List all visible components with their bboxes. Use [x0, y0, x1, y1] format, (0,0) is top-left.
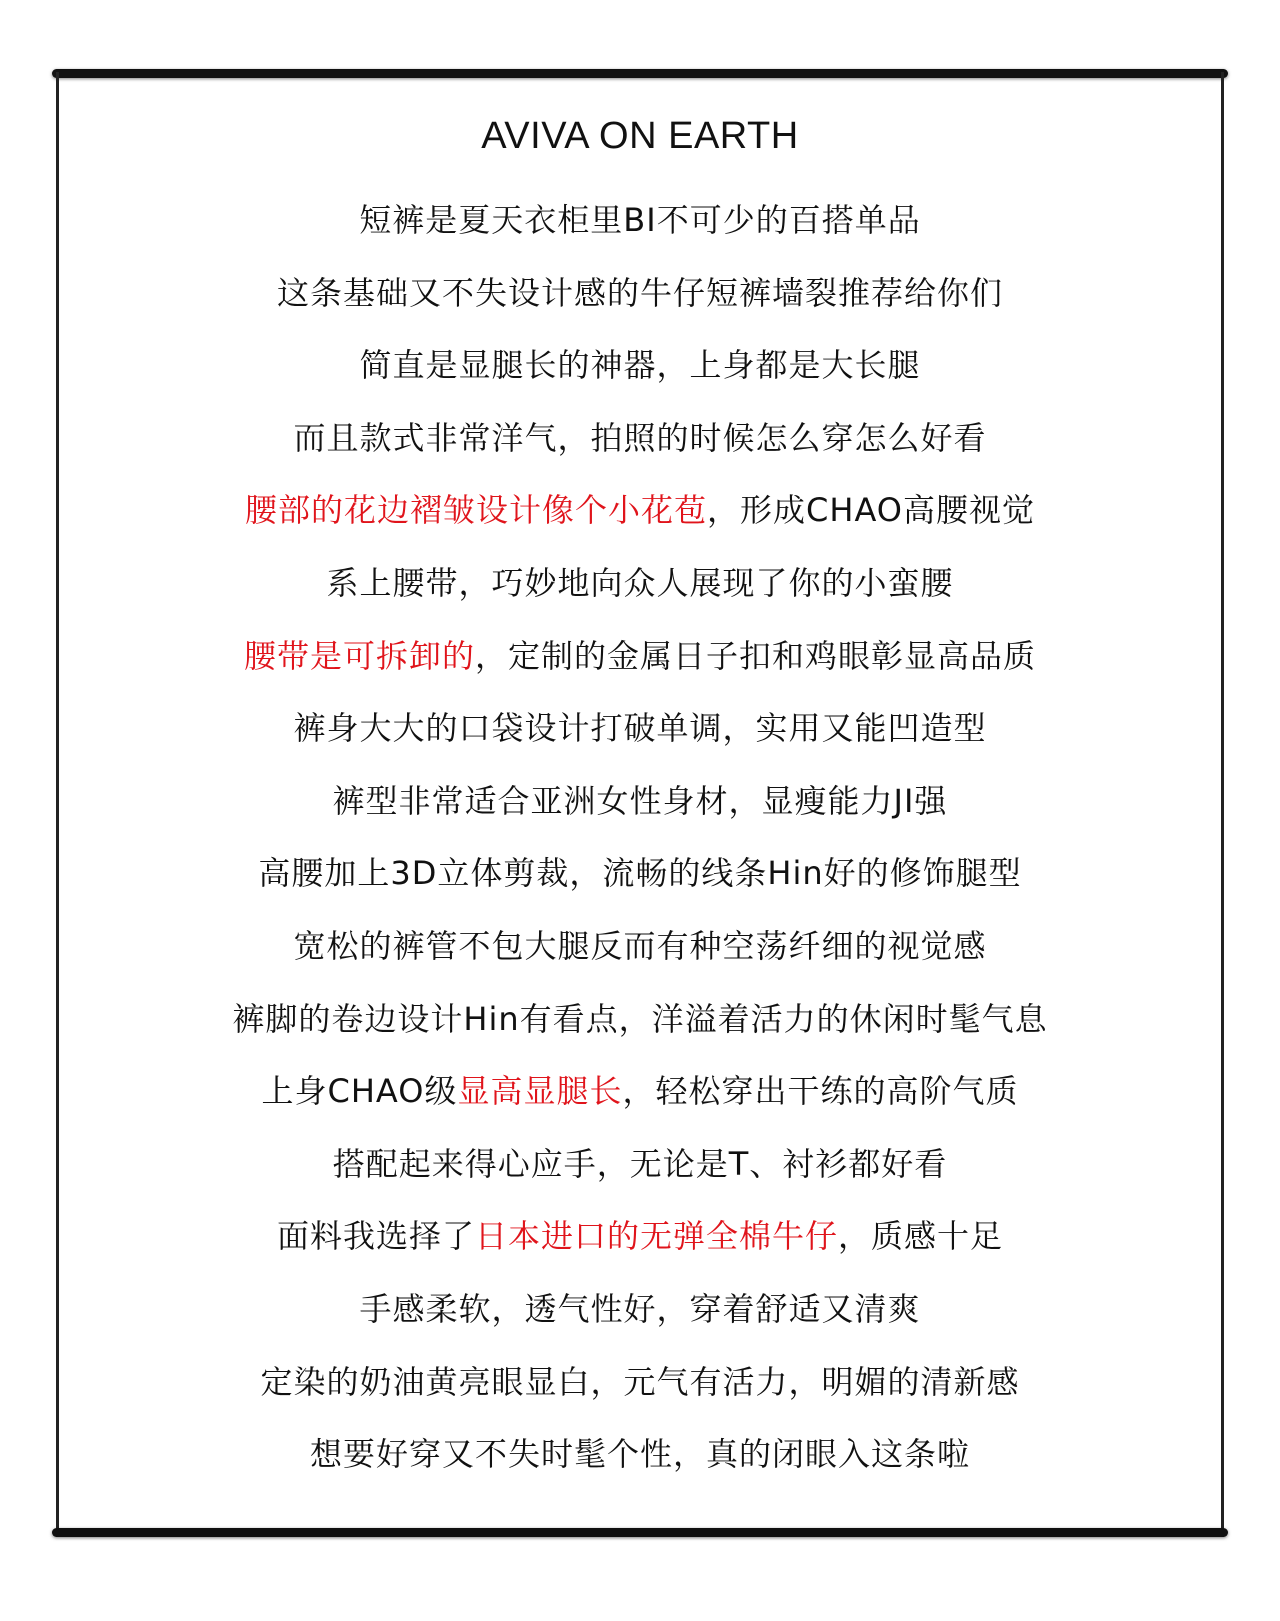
frame-bottom-border [52, 1528, 1228, 1537]
description-line [56, 1200, 1224, 1273]
description-line [56, 1055, 1224, 1128]
description-line [56, 1273, 1224, 1346]
description-line [56, 547, 1224, 620]
line-text: ，形成CHAO高腰视觉 [707, 491, 1035, 530]
line-text: 搭配起来得心应手，无论是T、衬衫都好看 [332, 1144, 948, 1183]
line-text: 高腰加上3D立体剪裁，流畅的线条Hin好的修饰腿型 [258, 854, 1022, 893]
description-line [56, 620, 1224, 693]
description-line [56, 692, 1224, 765]
highlighted-text: 日本进口的无弹全棉牛仔 [474, 1217, 838, 1256]
description-line [56, 329, 1224, 402]
line-text: ，定制的金属日子扣和鸡眼彰显高品质 [475, 636, 1037, 675]
line-text: 裤型非常适合亚洲女性身材，显瘦能力JI强 [332, 781, 948, 820]
description-lines [56, 184, 1224, 1491]
description-line [56, 1418, 1224, 1491]
product-description [56, 100, 1224, 1491]
description-line [56, 837, 1224, 910]
description-line [56, 910, 1224, 983]
line-text: 裤脚的卷边设计Hin有看点，洋溢着活力的休闲时髦气息 [232, 999, 1048, 1038]
description-line [56, 765, 1224, 838]
highlighted-text: 腰带是可拆卸的 [243, 636, 475, 675]
line-text: 面料我选择了 [276, 1217, 475, 1256]
line-text: 想要好穿又不失时髦个性，真的闭眼入这条啦 [309, 1435, 970, 1474]
line-text: 简直是显腿长的神器，上身都是大长腿 [359, 346, 921, 385]
line-text: 短裤是夏天衣柜里BI不可少的百搭单品 [359, 201, 921, 239]
description-line [56, 1128, 1224, 1201]
line-text: 定染的奶油黄亮眼显白，元气有活力，明媚的清新感 [260, 1362, 1020, 1401]
highlighted-text: 腰部的花边褶皱设计像个小花苞 [245, 491, 708, 530]
description-line [56, 983, 1224, 1056]
line-text: 裤身大大的口袋设计打破单调，实用又能凹造型 [293, 709, 987, 748]
line-text: 而且款式非常洋气，拍照的时候怎么穿怎么好看 [293, 418, 987, 457]
line-text: 手感柔软，透气性好，穿着舒适又清爽 [359, 1289, 921, 1328]
line-text: ，质感十足 [838, 1217, 1004, 1256]
description-line [56, 184, 1224, 257]
description-line [56, 474, 1224, 547]
line-text: ，轻松穿出干练的高阶气质 [622, 1072, 1019, 1111]
brand-title: AVIVA ON EARTH [481, 115, 799, 157]
line-text: 宽松的裤管不包大腿反而有种空荡纤细的视觉感 [293, 926, 987, 965]
line-text: 这条基础又不失设计感的牛仔短裤墙裂推荐给你们 [276, 273, 1003, 312]
line-text: 上身CHAO级 [261, 1072, 458, 1111]
description-line [56, 402, 1224, 475]
description-line [56, 257, 1224, 330]
highlighted-text: 显高显腿长 [457, 1072, 623, 1111]
description-line [56, 1346, 1224, 1419]
line-text: 系上腰带，巧妙地向众人展现了你的小蛮腰 [326, 563, 954, 602]
